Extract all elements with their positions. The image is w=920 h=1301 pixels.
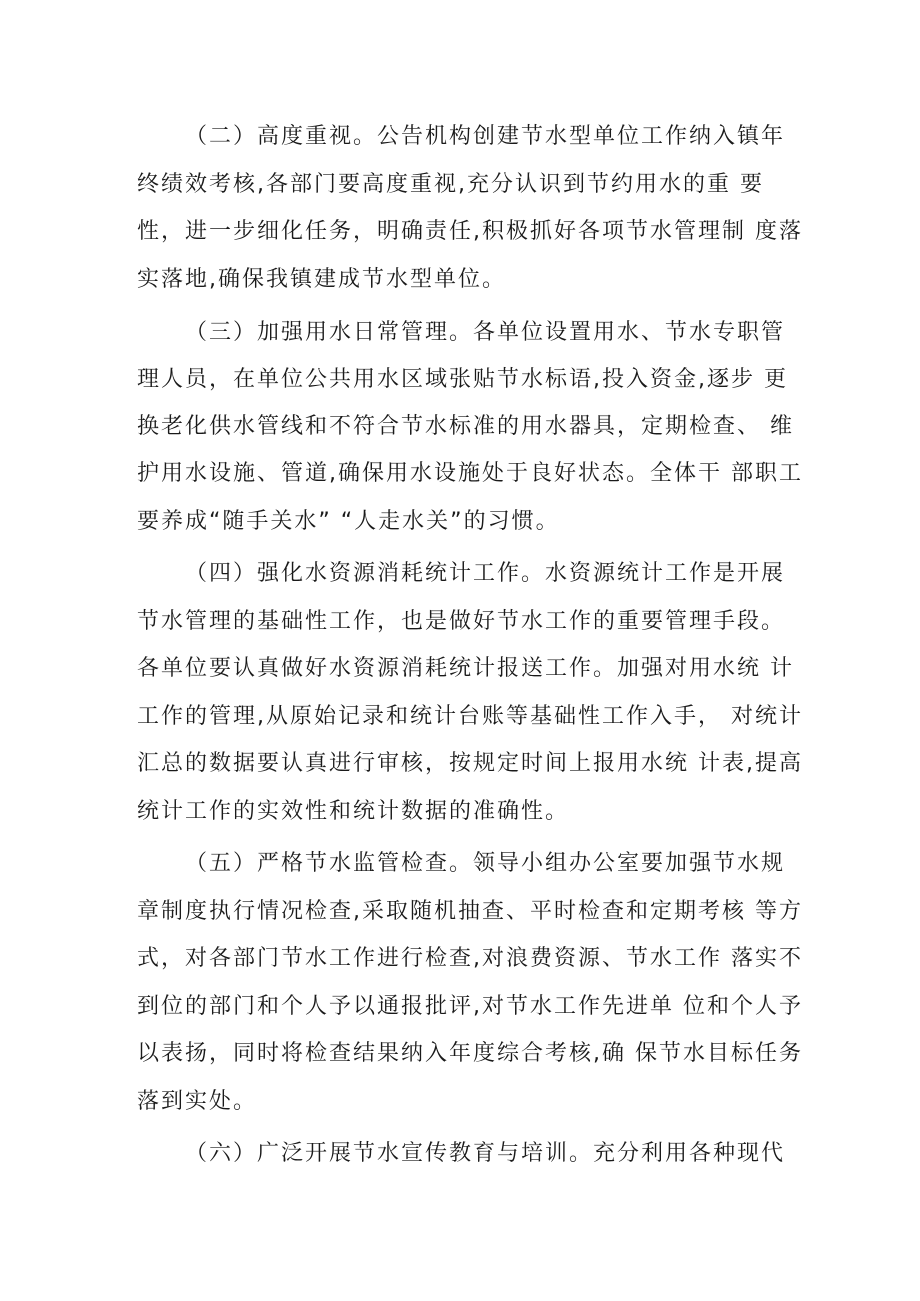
paragraph-line: 性，进一步细化任务，明确责任,积极抓好各项节水管理制 度落 <box>137 219 803 244</box>
paragraph-line: （三）加强用水日常管理。各单位设置用水、节水专职管 <box>185 320 786 345</box>
paragraph-line: （二）高度重视。公告机构创建节水型单位工作纳入镇年 <box>185 124 786 149</box>
paragraph-line: 落到实处。 <box>137 1089 258 1114</box>
paragraph-line: （四）强化水资源消耗统计工作。水资源统计工作是开展 <box>185 561 786 586</box>
paragraph-line: 要养成“随手关水” “人走水关”的习惯。 <box>137 509 560 534</box>
paragraph-line: （五）严格节水监管检查。领导小组办公室要加强节水规 <box>185 851 786 876</box>
paragraph-line: （六）广泛开展节水宣传教育与培训。充分利用各种现代 <box>185 1141 786 1166</box>
paragraph-line: 换老化供水管线和不符合节水标准的用水器具，定期检查、 维 <box>137 414 794 439</box>
paragraph-line: 到位的部门和个人予以通报批评,对节水工作先进单 位和个人予 <box>137 994 803 1019</box>
paragraph-line: 各单位要认真做好水资源消耗统计报送工作。加强对用水统 计 <box>137 656 794 681</box>
paragraph-line: 终绩效考核,各部门要高度重视,充分认识到节约用水的重 要 <box>137 172 764 197</box>
paragraph-line: 实落地,确保我镇建成节水型单位。 <box>137 267 506 292</box>
paragraph-line: 章制度执行情况检查,采取随机抽查、平时检查和定期考核 等方 <box>137 899 803 924</box>
paragraph-line: 节水管理的基础性工作，也是做好节水工作的重要管理手段。 <box>137 609 786 634</box>
paragraph-line: 护用水设施、管道,确保用水设施处于良好状态。全体干 部职工 <box>137 461 803 486</box>
paragraph-line: 统计工作的实效性和统计数据的准确性。 <box>137 799 570 824</box>
paragraph-line: 以表扬，同时将检查结果纳入年度综合考核,确 保节水目标任务 <box>137 1041 803 1066</box>
paragraph-line: 汇总的数据要认真进行审核，按规定时间上报用水统 计表,提高 <box>137 751 803 776</box>
paragraph-line: 式，对各部门节水工作进行检查,对浪费资源、节水工作 落实不 <box>137 946 803 971</box>
paragraph-line: 工作的管理,从原始记录和统计台账等基础性工作入手， 对统计 <box>137 704 803 729</box>
paragraph-line: 理人员，在单位公共用水区域张贴节水标语,投入资金,逐步 更 <box>137 367 788 392</box>
